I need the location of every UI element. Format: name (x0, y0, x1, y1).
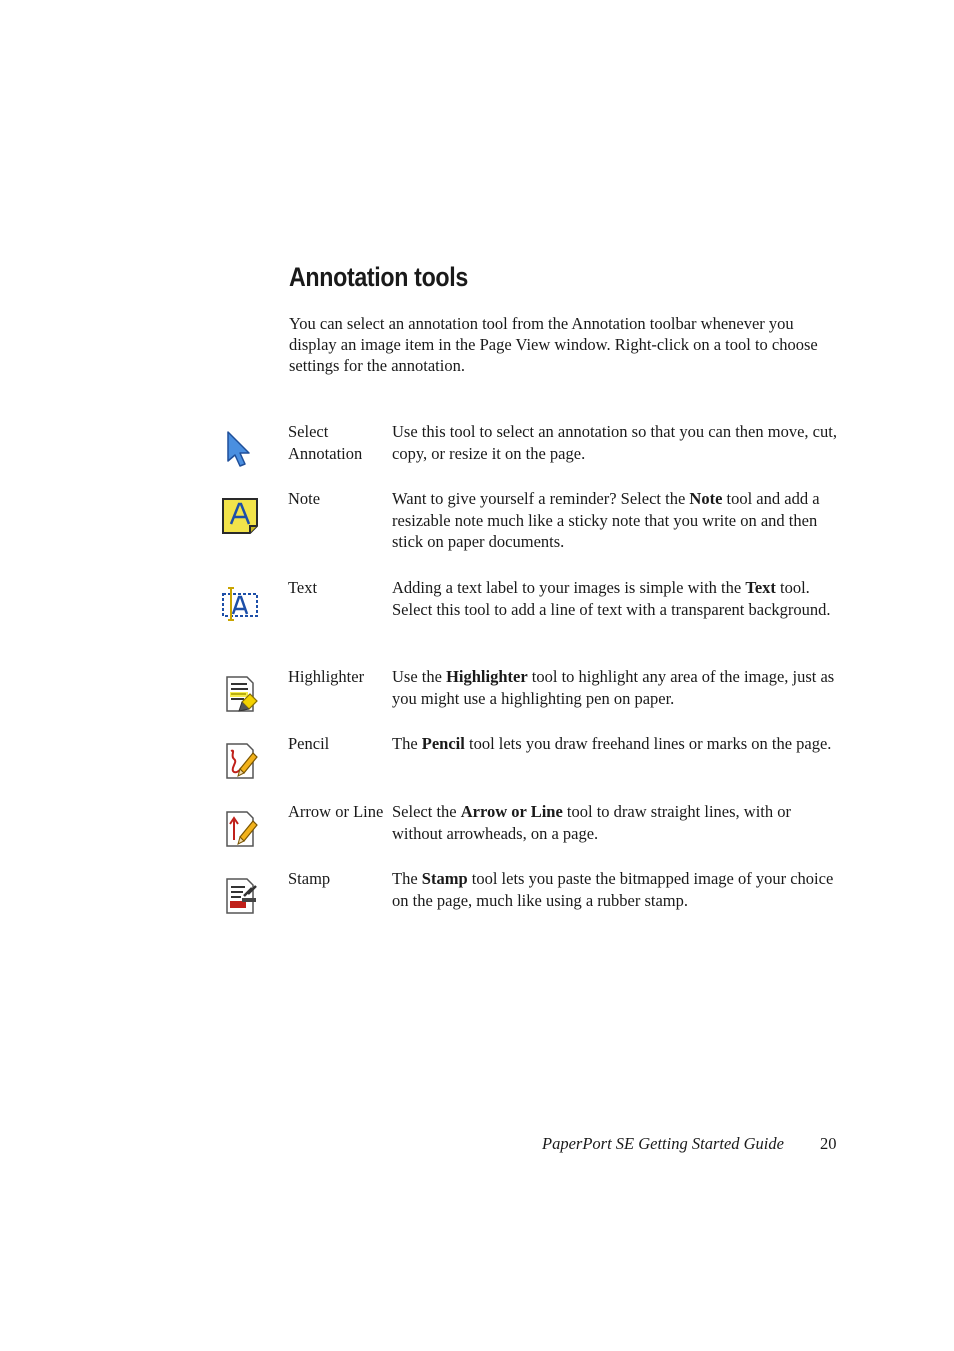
tool-description (392, 801, 837, 844)
description-text: Use the (392, 667, 447, 686)
highlighter-icon (220, 674, 260, 714)
description-bold: Stamp (421, 869, 468, 888)
note-icon (220, 496, 260, 536)
footer-page-number: 20 (820, 1134, 837, 1153)
description-bold: Highlighter (446, 667, 528, 686)
arrow-cursor-icon (220, 429, 260, 469)
description-text: Adding a text label to your images is simple with the (392, 578, 746, 597)
tool-name: Note (288, 489, 321, 508)
arrow-line-icon (220, 809, 260, 849)
description-text: tool to draw straight lines, with or without arrowheads, on a page. (392, 802, 792, 843)
tool-name: Arrow or Line (288, 802, 384, 821)
tool-name: Text (288, 578, 318, 597)
description-text: tool to highlight any area of the image, just as you might use a highlighting pen on paper. (392, 667, 835, 708)
page-title: Annotation tools (289, 262, 468, 292)
description-text: tool and add a resizable note much like a sticky note that you write on and then stick on paper documents. (392, 489, 820, 551)
tool-description (392, 868, 837, 911)
tool-description (392, 488, 837, 553)
stamp-icon (220, 876, 260, 916)
tool-description (392, 421, 837, 464)
tool-name: Highlighter (288, 667, 365, 686)
description-text: Want to give yourself a reminder? Select the (392, 489, 690, 508)
description-bold: Text (745, 578, 776, 597)
description-text: Use this tool to select an annotation so that you can then move, cut, copy, or resize it on the page. (392, 422, 837, 463)
description-text: The (392, 869, 422, 888)
description-bold: Note (689, 489, 723, 508)
description-bold: Pencil (421, 734, 465, 753)
description-text: The (392, 734, 422, 753)
footer-guide-title: PaperPort SE Getting Started Guide (542, 1134, 784, 1153)
tool-name: Pencil (288, 734, 330, 753)
tool-description (392, 666, 837, 709)
description-text: tool lets you paste the bitmapped image of your choice on the page, much like using a rubber stamp. (392, 869, 834, 910)
description-text: Select the (392, 802, 461, 821)
description-text: tool. Select this tool to add a line of text with a transparent background. (392, 578, 831, 619)
text-tool-icon (220, 585, 260, 625)
tool-description (392, 733, 837, 755)
description-text: tool lets you draw freehand lines or marks on the page. (464, 734, 832, 753)
tool-description (392, 577, 837, 620)
pencil-icon (220, 741, 260, 781)
tool-name: Stamp (288, 869, 331, 888)
intro-paragraph: You can select an annotation tool from the Annotation toolbar whenever you display an image item in the Page View window. Right-click on a tool to choose settings for the annotation. (289, 314, 818, 375)
tool-name: Select Annotation (288, 422, 363, 463)
description-bold: Arrow or Line (460, 802, 563, 821)
